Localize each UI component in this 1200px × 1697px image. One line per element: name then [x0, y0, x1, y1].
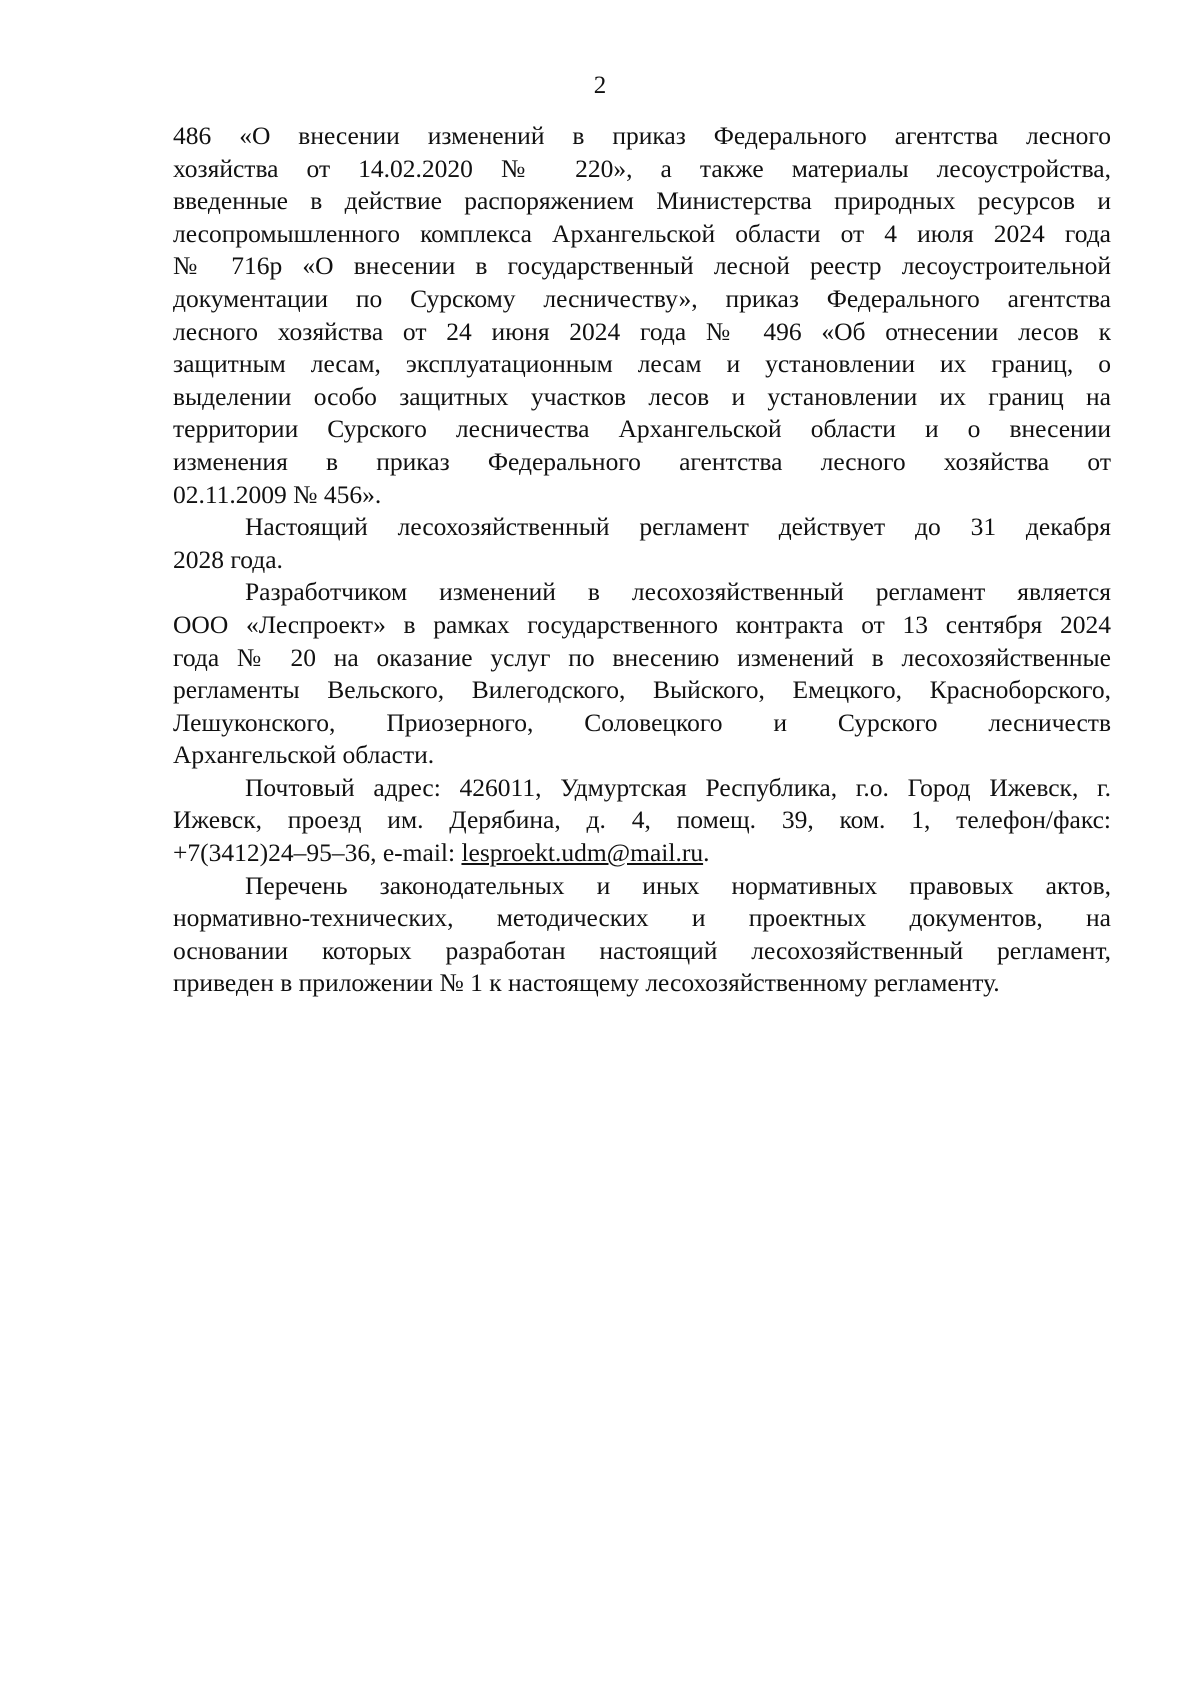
text-line: ООО «Леспроект» в рамках государственного контракта от 13 сентября 2024 — [173, 609, 1111, 639]
text-line: изменения в приказ Федерального агентства лесного хозяйства от — [173, 446, 1111, 476]
text-line: № 716р «О внесении в государственный лесной реестр лесоустроительной — [173, 251, 1111, 281]
paragraph-postal-address — [173, 772, 1111, 870]
text-line: регламенты Вельского, Вилегодского, Выйского, Емецкого, Красноборского, — [173, 675, 1111, 705]
text-line: Ижевск, проезд им. Дерябина, д. 4, помещ. 39, ком. 1, телефон/факс: — [173, 805, 1111, 835]
text-line: территории Сурского лесничества Архангельской области и о внесении — [173, 414, 1111, 444]
paragraph-legal-acts-list — [173, 870, 1111, 1000]
text-line: года № 20 на оказание услуг по внесению изменений в лесохозяйственные — [173, 642, 1111, 672]
text-line: 02.11.2009 № 456». — [173, 479, 382, 509]
document-body — [173, 120, 1111, 1000]
text-line: хозяйства от 14.02.2020 № 220», а также материалы лесоустройства, — [173, 153, 1111, 183]
text-line: Архангельской области. — [173, 740, 435, 770]
text-line: Настоящий лесохозяйственный регламент действует до 31 декабря — [245, 512, 1111, 542]
text-line: приведен в приложении № 1 к настоящему лесохозяйственному регламенту. — [173, 968, 1000, 998]
text-line: Перечень законодательных и иных нормативных правовых актов, — [245, 870, 1111, 900]
paragraph-developer — [173, 576, 1111, 772]
text-line: лесопромышленного комплекса Архангельской области от 4 июля 2024 года — [173, 218, 1111, 248]
paragraph-orders-references — [173, 120, 1111, 511]
text-line — [173, 837, 1111, 870]
text-line: 486 «О внесении изменений в приказ Федерального агентства лесного — [173, 121, 1111, 150]
text-line: 2028 года. — [173, 544, 283, 574]
phone-text: +7(3412)24–95–36, e-mail: — [173, 838, 462, 868]
text-line: введенные в действие распоряжением Министерства природных ресурсов и — [173, 186, 1111, 216]
text-line: Разработчиком изменений в лесохозяйственный регламент является — [245, 577, 1111, 607]
text-line: защитным лесам, эксплуатационным лесам и установлении их границ, о — [173, 349, 1111, 379]
text-line: Лешуконского, Приозерного, Соловецкого и Сурского лесничеств — [173, 707, 1111, 737]
text-line: лесного хозяйства от 24 июня 2024 года № 496 «Об отнесении лесов к — [173, 316, 1111, 346]
text-line: нормативно-технических, методических и проектных документов, на — [173, 903, 1111, 933]
paragraph-validity-period — [173, 511, 1111, 576]
page-number: 2 — [593, 72, 607, 99]
text-line: основании которых разработан настоящий лесохозяйственный регламент, — [173, 935, 1111, 965]
text-line: выделении особо защитных участков лесов и установлении их границ на — [173, 381, 1111, 411]
punctuation: . — [703, 838, 710, 868]
text-line: документации по Сурскому лесничеству», приказ Федерального агентства — [173, 283, 1111, 313]
text-line: Почтовый адрес: 426011, Удмуртская Республика, г.о. Город Ижевск, г. — [245, 772, 1111, 802]
email-link[interactable]: lesproekt.udm@mail.ru — [461, 838, 704, 868]
